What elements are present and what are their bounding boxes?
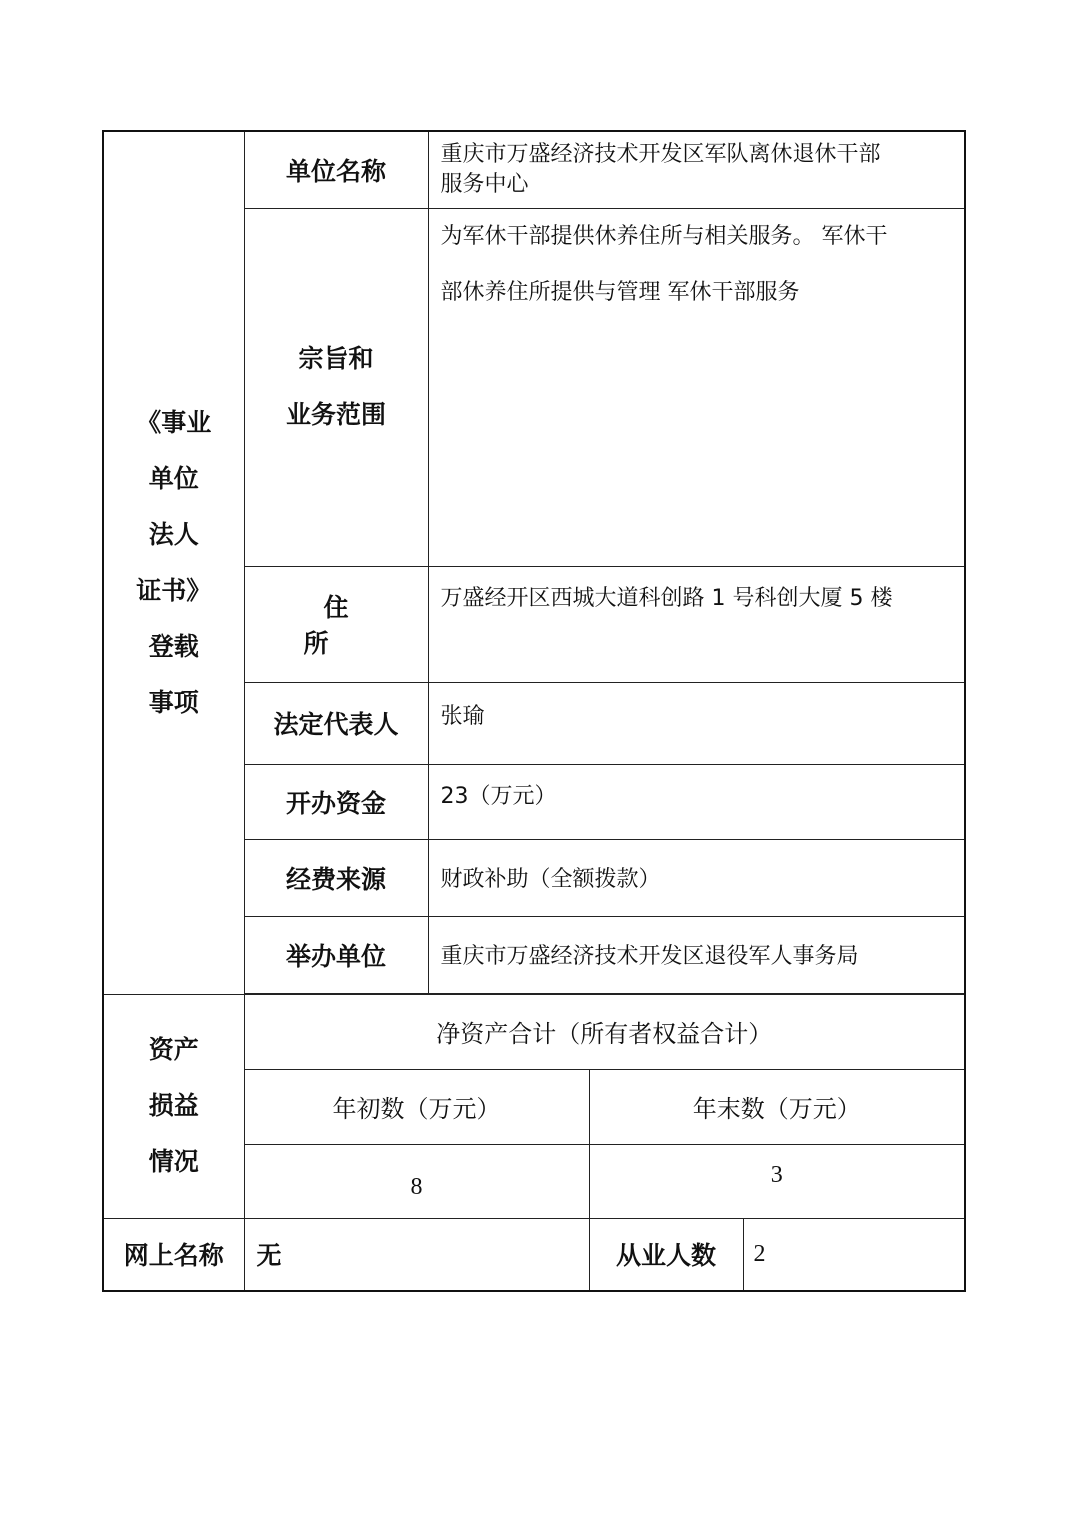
address-value: 万盛经开区西城大道科创路 1 号科创大厦 5 楼 [428, 566, 965, 682]
scope-label-line: 业务范围 [285, 400, 386, 429]
scope-line: 部休养住所提供与管理 军休干部服务 [440, 279, 800, 305]
assets-section-label [103, 994, 244, 1218]
begin-year-header: 年初数（万元） [244, 1069, 589, 1144]
certificate-label-line: 证书》 [136, 575, 212, 605]
unit-name-value [428, 131, 965, 208]
begin-year-value: 8 [244, 1144, 589, 1218]
certificate-section-label [103, 131, 244, 994]
scope-label [244, 208, 428, 566]
net-assets-header: 净资产合计（所有者权益合计） [244, 994, 965, 1069]
legal-rep-label: 法定代表人 [244, 682, 428, 764]
registration-table [102, 130, 966, 1292]
unit-name-label: 单位名称 [244, 131, 428, 208]
sponsor-value: 重庆市万盛经济技术开发区退役军人事务局 [428, 916, 965, 993]
scope-line: 为军休干部提供休养住所与相关服务。 军休干 [440, 223, 888, 249]
funding-value: 财政补助（全额拨款） [428, 839, 965, 916]
unit-name-line: 重庆市万盛经济技术开发区军队离休退休干部 [440, 141, 881, 167]
capital-label: 开办资金 [244, 764, 428, 839]
sponsor-label: 举办单位 [244, 916, 428, 993]
online-name-label: 网上名称 [103, 1218, 244, 1291]
scope-value [428, 208, 965, 566]
end-year-header: 年末数（万元） [589, 1069, 965, 1144]
certificate-label-line: 单位 [148, 463, 199, 493]
certificate-label-line: 《事业 [136, 407, 212, 437]
staff-count-label: 从业人数 [589, 1218, 743, 1291]
legal-rep-value: 张瑜 [428, 682, 965, 764]
unit-name-line: 服务中心 [440, 171, 529, 197]
capital-value: 23（万元） [428, 764, 965, 839]
assets-label-line: 损益 [148, 1091, 199, 1120]
funding-label: 经费来源 [244, 839, 428, 916]
certificate-label-line: 登载 [148, 631, 199, 661]
online-name-value: 无 [244, 1218, 589, 1291]
end-year-value: 3 [589, 1144, 965, 1218]
address-label: 住 所 [244, 566, 428, 682]
certificate-label-line: 事项 [148, 687, 199, 717]
assets-label-line: 情况 [148, 1147, 199, 1176]
certificate-label-line: 法人 [148, 519, 199, 549]
assets-label-line: 资产 [148, 1035, 199, 1064]
staff-count-value: 2 [743, 1218, 965, 1291]
scope-label-line: 宗旨和 [298, 344, 374, 373]
